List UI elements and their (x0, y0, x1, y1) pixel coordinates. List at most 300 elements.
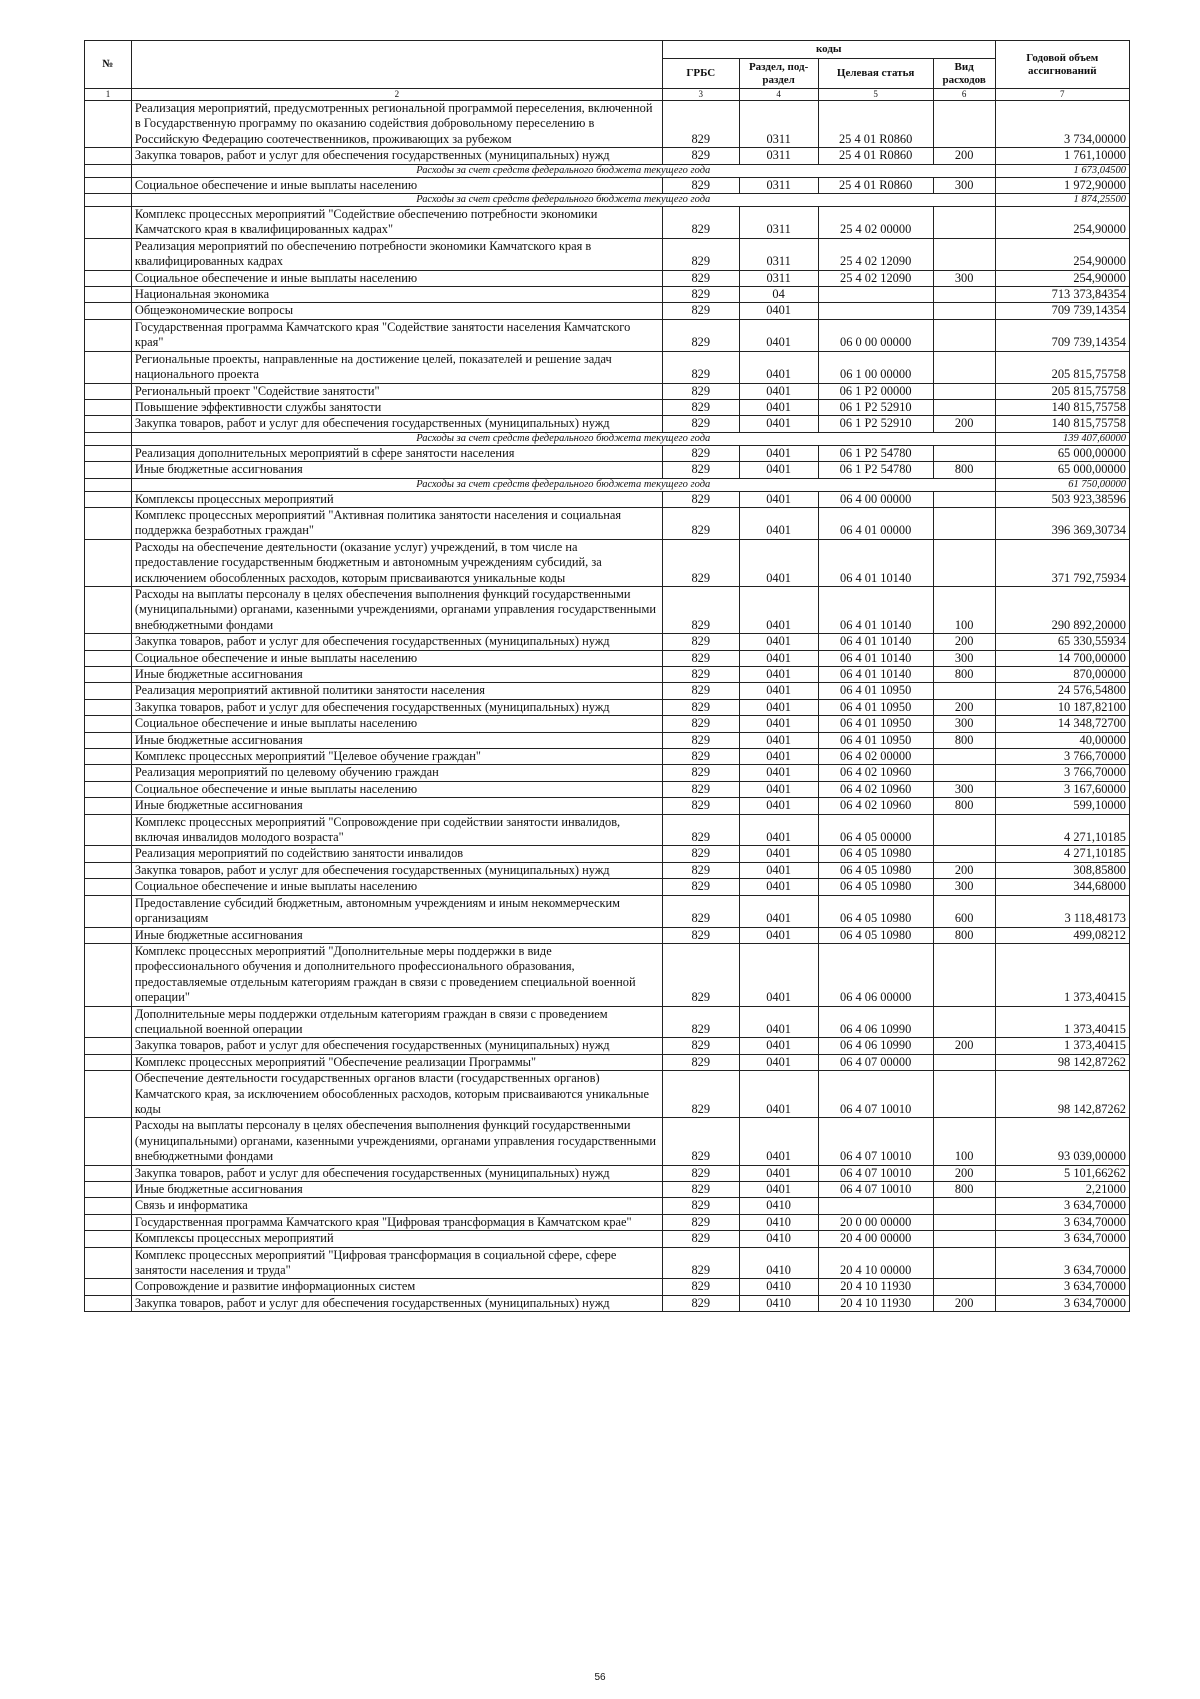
grbs-cell: 829 (662, 1231, 739, 1247)
table-row (85, 879, 1130, 895)
razdel-cell: 0401 (739, 667, 818, 683)
grbs-cell: 829 (662, 148, 739, 164)
row-number-cell (85, 634, 132, 650)
table-row (85, 416, 1130, 432)
allocation-amount-cell: 3 118,48173 (995, 895, 1129, 927)
row-number-cell (85, 101, 132, 148)
grbs-cell: 829 (662, 351, 739, 383)
federal-funding-amount: 1 673,04500 (995, 164, 1129, 177)
target-article-cell: 06 1 P2 52910 (818, 399, 933, 415)
document-page (84, 40, 1130, 1312)
row-number-cell (85, 319, 132, 351)
allocation-amount-cell: 1 373,40415 (995, 1038, 1129, 1054)
razdel-cell: 0401 (739, 765, 818, 781)
expense-type-cell: 300 (933, 270, 995, 286)
allocation-amount-cell: 1 972,90000 (995, 177, 1129, 193)
allocation-amount-cell: 870,00000 (995, 667, 1129, 683)
razdel-cell: 0311 (739, 177, 818, 193)
table-row (85, 1006, 1130, 1038)
grbs-cell: 829 (662, 586, 739, 633)
expense-type-cell (933, 319, 995, 351)
grbs-cell: 829 (662, 927, 739, 943)
row-number-cell (85, 895, 132, 927)
expense-name-cell: Комплекс процессных мероприятий "Активная политика занятости населения и социальная поддержка безработных граждан" (131, 507, 662, 539)
allocation-amount-cell: 205 815,75758 (995, 383, 1129, 399)
row-number-cell (85, 462, 132, 478)
grbs-cell: 829 (662, 699, 739, 715)
allocation-amount-cell: 599,10000 (995, 798, 1129, 814)
federal-funding-label: Расходы за счет средств федерального бюджета текущего года (131, 164, 995, 177)
grbs-cell: 829 (662, 1198, 739, 1214)
expense-type-cell (933, 1054, 995, 1070)
expense-type-cell (933, 683, 995, 699)
expense-type-cell: 200 (933, 1295, 995, 1311)
expense-name-cell: Реализация мероприятий по обеспечению потребности экономики Камчатского края в квалифицированных кадрах (131, 238, 662, 270)
table-row (85, 683, 1130, 699)
target-article-cell: 20 4 10 11930 (818, 1279, 933, 1295)
grbs-cell: 829 (662, 781, 739, 797)
grbs-cell: 829 (662, 846, 739, 862)
allocation-amount-cell: 65 000,00000 (995, 445, 1129, 461)
expense-name-cell: Региональный проект "Содействие занятости" (131, 383, 662, 399)
grbs-cell: 829 (662, 683, 739, 699)
row-number-cell (85, 1231, 132, 1247)
expense-name-cell: Расходы на выплаты персоналу в целях обеспечения выполнения функций государственными (муниципальными) органами, казенными учреждениями, органами управления государственными внебюджетными фондами (131, 586, 662, 633)
expense-name-cell: Иные бюджетные ассигнования (131, 1182, 662, 1198)
table-row (85, 445, 1130, 461)
target-article-cell: 25 4 02 12090 (818, 238, 933, 270)
expense-name-cell: Социальное обеспечение и иные выплаты населению (131, 650, 662, 666)
allocation-amount-cell: 1 373,40415 (995, 1006, 1129, 1038)
expense-name-cell: Комплекс процессных мероприятий "Целевое обучение граждан" (131, 749, 662, 765)
razdel-cell: 0401 (739, 539, 818, 586)
expense-type-cell: 800 (933, 667, 995, 683)
allocation-amount-cell: 3 634,70000 (995, 1231, 1129, 1247)
target-article-cell: 06 4 01 10950 (818, 732, 933, 748)
row-number-cell (85, 862, 132, 878)
expense-name-cell: Повышение эффективности службы занятости (131, 399, 662, 415)
target-article-cell: 25 4 01 R0860 (818, 148, 933, 164)
table-row (85, 798, 1130, 814)
federal-funding-row (85, 194, 1130, 207)
expense-name-cell: Социальное обеспечение и иные выплаты населению (131, 781, 662, 797)
grbs-cell: 829 (662, 287, 739, 303)
grbs-cell: 829 (662, 445, 739, 461)
razdel-cell: 0401 (739, 1182, 818, 1198)
target-article-cell: 06 4 07 10010 (818, 1165, 933, 1181)
grbs-cell: 829 (662, 716, 739, 732)
expense-type-cell: 200 (933, 1165, 995, 1181)
razdel-cell: 0410 (739, 1247, 818, 1279)
grbs-cell: 829 (662, 749, 739, 765)
target-article-cell: 06 4 07 10010 (818, 1118, 933, 1165)
razdel-cell: 0401 (739, 416, 818, 432)
expense-type-cell: 800 (933, 798, 995, 814)
column-index: 2 (131, 89, 662, 101)
row-number-cell (85, 879, 132, 895)
expense-name-cell: Дополнительные меры поддержки отдельным категориям граждан в связи с проведением специальной военной операции (131, 1006, 662, 1038)
expense-name-cell: Общеэкономические вопросы (131, 303, 662, 319)
table-row (85, 238, 1130, 270)
allocation-amount-cell: 254,90000 (995, 238, 1129, 270)
expense-type-cell: 100 (933, 1118, 995, 1165)
header-name (131, 41, 662, 89)
razdel-cell: 0401 (739, 1071, 818, 1118)
column-index: 1 (85, 89, 132, 101)
row-number-cell (85, 765, 132, 781)
row-number-cell (85, 383, 132, 399)
expense-name-cell: Иные бюджетные ассигнования (131, 798, 662, 814)
target-article-cell (818, 287, 933, 303)
grbs-cell: 829 (662, 1165, 739, 1181)
grbs-cell: 829 (662, 1118, 739, 1165)
row-number-cell (85, 1038, 132, 1054)
table-row (85, 1071, 1130, 1118)
expense-type-cell (933, 1279, 995, 1295)
expense-name-cell: Государственная программа Камчатского края "Цифровая трансформация в Камчатском крае" (131, 1214, 662, 1230)
expense-type-cell: 800 (933, 1182, 995, 1198)
razdel-cell: 0401 (739, 732, 818, 748)
allocation-amount-cell: 290 892,20000 (995, 586, 1129, 633)
table-row (85, 1247, 1130, 1279)
grbs-cell: 829 (662, 303, 739, 319)
target-article-cell: 06 4 05 00000 (818, 814, 933, 846)
target-article-cell: 06 4 01 10950 (818, 683, 933, 699)
expense-name-cell: Комплекс процессных мероприятий "Дополнительные меры поддержки в виде профессионального обучения и дополнительного профессионального образования, предоставляемые отдельным категориям граждан в связи с проведением специальной военной операции" (131, 943, 662, 1006)
razdel-cell: 0401 (739, 303, 818, 319)
allocation-amount-cell: 3 634,70000 (995, 1247, 1129, 1279)
expense-name-cell: Реализация мероприятий, предусмотренных региональной программой переселения, включенной в Государственную программу по оказанию содействия добровольному переселению в Российскую Федерацию соотечественников, проживающих за рубежом (131, 101, 662, 148)
row-number-cell (85, 1071, 132, 1118)
target-article-cell: 06 4 06 00000 (818, 943, 933, 1006)
razdel-cell: 0410 (739, 1279, 818, 1295)
razdel-cell: 0410 (739, 1295, 818, 1311)
row-number-cell (85, 539, 132, 586)
allocation-amount-cell: 14 348,72700 (995, 716, 1129, 732)
grbs-cell: 829 (662, 1038, 739, 1054)
razdel-cell: 0401 (739, 399, 818, 415)
allocation-amount-cell: 3 167,60000 (995, 781, 1129, 797)
target-article-cell: 25 4 01 R0860 (818, 177, 933, 193)
expense-type-cell: 300 (933, 177, 995, 193)
expense-type-cell (933, 1231, 995, 1247)
expense-name-cell: Социальное обеспечение и иные выплаты населению (131, 879, 662, 895)
row-number-cell (85, 927, 132, 943)
target-article-cell: 06 4 01 10140 (818, 634, 933, 650)
target-article-cell: 20 4 10 00000 (818, 1247, 933, 1279)
target-article-cell: 25 4 02 12090 (818, 270, 933, 286)
row-number-cell (85, 749, 132, 765)
allocation-amount-cell: 98 142,87262 (995, 1054, 1129, 1070)
table-row (85, 667, 1130, 683)
federal-funding-amount: 139 407,60000 (995, 432, 1129, 445)
row-number-cell (85, 716, 132, 732)
expense-type-cell: 300 (933, 879, 995, 895)
allocation-amount-cell: 65 330,55934 (995, 634, 1129, 650)
row-number-cell (85, 650, 132, 666)
table-row (85, 399, 1130, 415)
expense-name-cell: Реализация мероприятий по целевому обучению граждан (131, 765, 662, 781)
target-article-cell: 06 4 01 10950 (818, 716, 933, 732)
table-row (85, 1054, 1130, 1070)
column-index: 6 (933, 89, 995, 101)
expense-name-cell: Расходы на выплаты персоналу в целях обеспечения выполнения функций государственными (муниципальными) органами, казенными учреждениями, органами управления государственными внебюджетными фондами (131, 1118, 662, 1165)
expense-name-cell: Социальное обеспечение и иные выплаты населению (131, 716, 662, 732)
table-row (85, 1182, 1130, 1198)
expense-name-cell: Сопровождение и развитие информационных систем (131, 1279, 662, 1295)
table-row (85, 303, 1130, 319)
grbs-cell: 829 (662, 462, 739, 478)
table-row (85, 634, 1130, 650)
allocation-amount-cell: 344,68000 (995, 879, 1129, 895)
header-codes: коды (662, 41, 995, 59)
expense-type-cell: 600 (933, 895, 995, 927)
grbs-cell: 829 (662, 207, 739, 239)
razdel-cell: 0401 (739, 798, 818, 814)
target-article-cell: 20 4 00 00000 (818, 1231, 933, 1247)
expense-name-cell: Закупка товаров, работ и услуг для обеспечения государственных (муниципальных) нужд (131, 862, 662, 878)
expense-type-cell (933, 351, 995, 383)
allocation-amount-cell: 3 634,70000 (995, 1198, 1129, 1214)
target-article-cell: 06 4 07 00000 (818, 1054, 933, 1070)
row-number-cell (85, 270, 132, 286)
target-article-cell: 20 4 10 11930 (818, 1295, 933, 1311)
table-row (85, 699, 1130, 715)
column-index-row (85, 89, 1130, 101)
expense-name-cell: Социальное обеспечение и иные выплаты населению (131, 270, 662, 286)
target-article-cell: 20 0 00 00000 (818, 1214, 933, 1230)
allocation-amount-cell: 4 271,10185 (995, 846, 1129, 862)
expense-type-cell (933, 445, 995, 461)
header-sum: Годовой объем ассигнований (995, 41, 1129, 89)
grbs-cell: 829 (662, 238, 739, 270)
razdel-cell: 0401 (739, 507, 818, 539)
grbs-cell: 829 (662, 177, 739, 193)
allocation-amount-cell: 5 101,66262 (995, 1165, 1129, 1181)
expense-type-cell (933, 1198, 995, 1214)
allocation-amount-cell: 709 739,14354 (995, 319, 1129, 351)
expense-name-cell: Реализация дополнительных мероприятий в сфере занятости населения (131, 445, 662, 461)
header-num: № (85, 41, 132, 89)
row-number-cell (85, 478, 132, 491)
grbs-cell: 829 (662, 1295, 739, 1311)
expense-type-cell (933, 765, 995, 781)
column-index: 7 (995, 89, 1129, 101)
grbs-cell: 829 (662, 1006, 739, 1038)
federal-funding-row (85, 164, 1130, 177)
razdel-cell: 0401 (739, 846, 818, 862)
table-row (85, 148, 1130, 164)
grbs-cell: 829 (662, 943, 739, 1006)
row-number-cell (85, 1214, 132, 1230)
target-article-cell: 06 4 01 00000 (818, 507, 933, 539)
table-row (85, 1118, 1130, 1165)
table-row (85, 716, 1130, 732)
table-body (85, 101, 1130, 1312)
grbs-cell: 829 (662, 1247, 739, 1279)
table-row (85, 287, 1130, 303)
allocation-amount-cell: 308,85800 (995, 862, 1129, 878)
row-number-cell (85, 148, 132, 164)
grbs-cell: 829 (662, 895, 739, 927)
razdel-cell: 0401 (739, 716, 818, 732)
table-row (85, 862, 1130, 878)
expense-name-cell: Предоставление субсидий бюджетным, автономным учреждениям и иным некоммерческим организациям (131, 895, 662, 927)
expense-name-cell: Обеспечение деятельности государственных органов власти (государственных органов) Камчатского края, за исключением обособленных расходов, которым присваиваются уникальные коды (131, 1071, 662, 1118)
allocation-amount-cell: 254,90000 (995, 207, 1129, 239)
allocation-amount-cell: 3 766,70000 (995, 749, 1129, 765)
expense-type-cell: 800 (933, 462, 995, 478)
razdel-cell: 0401 (739, 943, 818, 1006)
allocation-amount-cell: 140 815,75758 (995, 399, 1129, 415)
expense-type-cell: 100 (933, 586, 995, 633)
razdel-cell: 0401 (739, 749, 818, 765)
expense-name-cell: Закупка товаров, работ и услуг для обеспечения государственных (муниципальных) нужд (131, 148, 662, 164)
target-article-cell (818, 1198, 933, 1214)
allocation-amount-cell: 709 739,14354 (995, 303, 1129, 319)
razdel-cell: 0401 (739, 491, 818, 507)
razdel-cell: 0401 (739, 814, 818, 846)
expense-type-cell (933, 814, 995, 846)
allocation-amount-cell: 40,00000 (995, 732, 1129, 748)
razdel-cell: 0401 (739, 586, 818, 633)
row-number-cell (85, 164, 132, 177)
grbs-cell: 829 (662, 667, 739, 683)
table-row (85, 319, 1130, 351)
allocation-amount-cell: 1 373,40415 (995, 943, 1129, 1006)
federal-funding-amount: 61 750,00000 (995, 478, 1129, 491)
allocation-amount-cell: 24 576,54800 (995, 683, 1129, 699)
razdel-cell: 0311 (739, 148, 818, 164)
table-row (85, 101, 1130, 148)
row-number-cell (85, 432, 132, 445)
expense-type-cell: 200 (933, 416, 995, 432)
allocation-amount-cell: 2,21000 (995, 1182, 1129, 1198)
grbs-cell: 829 (662, 1214, 739, 1230)
razdel-cell: 0401 (739, 445, 818, 461)
target-article-cell: 06 4 06 10990 (818, 1038, 933, 1054)
target-article-cell: 06 4 00 00000 (818, 491, 933, 507)
allocation-amount-cell: 93 039,00000 (995, 1118, 1129, 1165)
expense-name-cell: Государственная программа Камчатского края "Содействие занятости населения Камчатского края" (131, 319, 662, 351)
table-row (85, 1165, 1130, 1181)
row-number-cell (85, 507, 132, 539)
razdel-cell: 0311 (739, 238, 818, 270)
row-number-cell (85, 1118, 132, 1165)
allocation-amount-cell: 140 815,75758 (995, 416, 1129, 432)
grbs-cell: 829 (662, 634, 739, 650)
expense-type-cell (933, 383, 995, 399)
expense-name-cell: Иные бюджетные ассигнования (131, 732, 662, 748)
table-row (85, 765, 1130, 781)
expense-type-cell (933, 539, 995, 586)
expense-name-cell: Реализация мероприятий активной политики занятости населения (131, 683, 662, 699)
grbs-cell: 829 (662, 814, 739, 846)
expense-type-cell: 300 (933, 716, 995, 732)
expense-type-cell (933, 207, 995, 239)
expense-type-cell (933, 507, 995, 539)
table-row (85, 814, 1130, 846)
row-number-cell (85, 351, 132, 383)
target-article-cell: 06 1 P2 54780 (818, 445, 933, 461)
column-index: 4 (739, 89, 818, 101)
column-index: 3 (662, 89, 739, 101)
expense-type-cell (933, 303, 995, 319)
table-row (85, 1231, 1130, 1247)
header-razdel: Раздел, под-раздел (739, 59, 818, 89)
grbs-cell: 829 (662, 1071, 739, 1118)
expense-type-cell (933, 1006, 995, 1038)
expense-type-cell (933, 1214, 995, 1230)
table-row (85, 1214, 1130, 1230)
row-number-cell (85, 238, 132, 270)
expense-name-cell: Комплекс процессных мероприятий "Сопровождение при содействии занятости инвалидов, включая инвалидов молодого возраста" (131, 814, 662, 846)
allocation-amount-cell: 396 369,30734 (995, 507, 1129, 539)
razdel-cell: 0401 (739, 895, 818, 927)
table-row (85, 650, 1130, 666)
expense-name-cell: Связь и информатика (131, 1198, 662, 1214)
expense-name-cell: Реализация мероприятий по содействию занятости инвалидов (131, 846, 662, 862)
allocation-amount-cell: 3 634,70000 (995, 1214, 1129, 1230)
row-number-cell (85, 814, 132, 846)
expense-name-cell: Социальное обеспечение и иные выплаты населению (131, 177, 662, 193)
target-article-cell: 06 4 01 10140 (818, 667, 933, 683)
target-article-cell: 06 4 01 10950 (818, 699, 933, 715)
allocation-amount-cell: 3 634,70000 (995, 1279, 1129, 1295)
expense-type-cell (933, 943, 995, 1006)
expense-type-cell: 300 (933, 781, 995, 797)
razdel-cell: 0401 (739, 1118, 818, 1165)
razdel-cell: 0401 (739, 462, 818, 478)
table-row (85, 507, 1130, 539)
row-number-cell (85, 1054, 132, 1070)
row-number-cell (85, 586, 132, 633)
expense-type-cell (933, 1247, 995, 1279)
razdel-cell: 0410 (739, 1214, 818, 1230)
expense-name-cell: Закупка товаров, работ и услуг для обеспечения государственных (муниципальных) нужд (131, 1038, 662, 1054)
expense-name-cell: Комплекс процессных мероприятий "Цифровая трансформация в социальной сфере, сфере занятости населения и труда" (131, 1247, 662, 1279)
allocation-amount-cell: 10 187,82100 (995, 699, 1129, 715)
expense-type-cell: 300 (933, 650, 995, 666)
allocation-amount-cell: 713 373,84354 (995, 287, 1129, 303)
target-article-cell: 06 0 00 00000 (818, 319, 933, 351)
grbs-cell: 829 (662, 101, 739, 148)
expense-name-cell: Закупка товаров, работ и услуг для обеспечения государственных (муниципальных) нужд (131, 1295, 662, 1311)
target-article-cell: 06 4 05 10980 (818, 862, 933, 878)
target-article-cell: 06 4 05 10980 (818, 895, 933, 927)
grbs-cell: 829 (662, 732, 739, 748)
expense-type-cell: 800 (933, 732, 995, 748)
grbs-cell: 829 (662, 319, 739, 351)
expense-type-cell: 200 (933, 634, 995, 650)
razdel-cell: 0401 (739, 699, 818, 715)
table-row (85, 1279, 1130, 1295)
razdel-cell: 0401 (739, 383, 818, 399)
expense-type-cell: 200 (933, 148, 995, 164)
grbs-cell: 829 (662, 491, 739, 507)
expense-type-cell (933, 749, 995, 765)
row-number-cell (85, 781, 132, 797)
federal-funding-row (85, 478, 1130, 491)
row-number-cell (85, 1279, 132, 1295)
table-row (85, 383, 1130, 399)
grbs-cell: 829 (662, 383, 739, 399)
razdel-cell: 0401 (739, 683, 818, 699)
grbs-cell: 829 (662, 507, 739, 539)
expense-name-cell: Закупка товаров, работ и услуг для обеспечения государственных (муниципальных) нужд (131, 1165, 662, 1181)
razdel-cell: 0401 (739, 351, 818, 383)
razdel-cell: 0401 (739, 634, 818, 650)
